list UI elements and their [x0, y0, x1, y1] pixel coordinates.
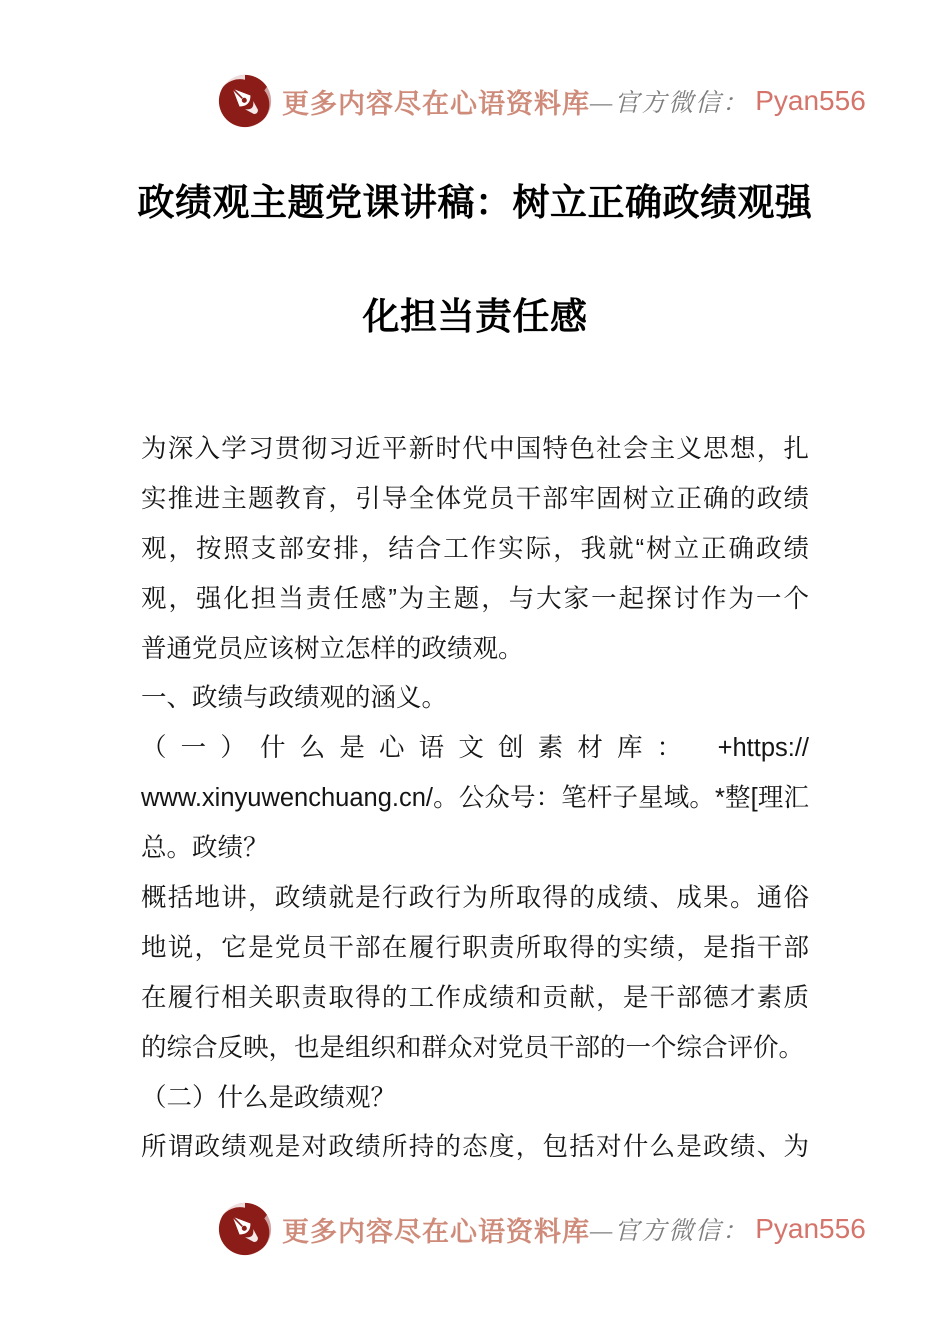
body-text-line: （一）什么是心语文创素材库： +https://	[141, 734, 809, 763]
brand-wechat-label: —官方微信：	[590, 90, 750, 117]
body-text-line: 观，强化担当责任感”为主题，与大家一起探讨作为一个	[141, 584, 809, 613]
body-text-line: 普通党员应该树立怎样的政绩观。	[141, 634, 524, 663]
pen-seal-icon	[216, 72, 274, 130]
body-text-line: 在履行相关职责取得的工作成绩和贡献，是干部德才素质	[141, 983, 809, 1012]
header-brand	[216, 72, 866, 130]
pen-seal-icon	[216, 1200, 274, 1258]
body-text-line: 观，按照支部安排，结合工作实际，我就“树立正确政绩	[141, 534, 809, 563]
body-text-line: 一、政绩与政绩观的涵义。	[141, 684, 448, 713]
body-text-line: 的综合反映，也是组织和群众对党员干部的一个综合评价。	[141, 1033, 805, 1062]
body-text-line: www.xinyuwenchuang.cn/。公众号：笔杆子星域。*整[理汇	[141, 784, 809, 813]
brand-name-text: 更多内容尽在心语资料库	[282, 1216, 590, 1247]
doc-title-line-1: 政绩观主题党课讲稿：树立正确政绩观强	[137, 182, 813, 223]
brand-name-text: 更多内容尽在心语资料库	[282, 88, 590, 119]
footer-brand	[216, 1200, 866, 1258]
body-text-line: 总。政绩？	[141, 834, 269, 863]
body-text-line: 所谓政绩观是对政绩所持的态度，包括对什么是政绩、为	[141, 1133, 809, 1162]
body-text-line: 概括地讲，政绩就是行政行为所取得的成绩、成果。通俗	[141, 884, 809, 913]
body-text-line: 为深入学习贯彻习近平新时代中国特色社会主义思想，扎	[141, 435, 809, 463]
body-text-line: 地说，它是党员干部在履行职责所取得的实绩，是指干部	[141, 933, 809, 962]
body-text-line: 实推进主题教育，引导全体党员干部牢固树立正确的政绩	[141, 484, 809, 513]
doc-title-line-2: 化担当责任感	[362, 296, 588, 337]
brand-wechat-label: —官方微信：	[590, 1218, 750, 1245]
brand-wechat-id: Pyan556	[755, 1213, 866, 1244]
doc-body	[141, 425, 809, 1173]
brand-wechat-id: Pyan556	[755, 85, 866, 116]
body-text-line: （二）什么是政绩观？	[141, 1083, 397, 1112]
